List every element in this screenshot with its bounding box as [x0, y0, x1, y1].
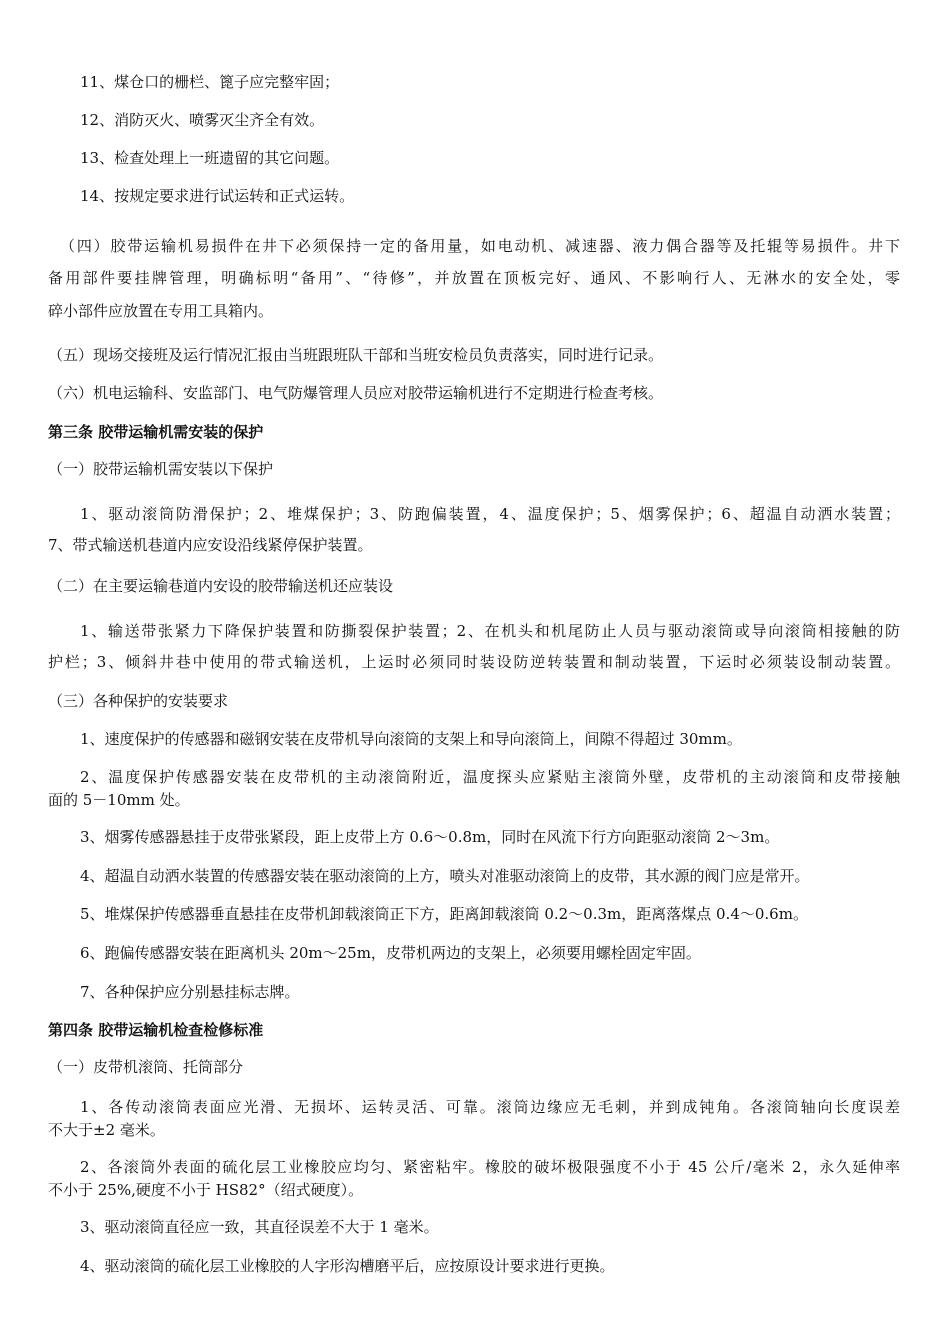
standard-1-line1: 1、各传动滚筒表面应光滑、无损坏、运转灵活、可靠。滚筒边缘应无毛刺，并到成钝角。各滚筒轴向长度误差 — [80, 1098, 900, 1116]
section-two-title: （二）在主要运输巷道内安设的胶带输送机还应装设 — [48, 577, 394, 595]
para-six: （六）机电运输科、安监部门、电气防爆管理人员应对胶带运输机进行不定期进行检查考核。 — [48, 384, 664, 402]
requirement-7: 7、各种保护应分别悬挂标志牌。 — [80, 983, 300, 1001]
requirement-5: 5、堆煤保护传感器垂直悬挂在皮带机卸载滚筒正下方，距离卸载滚筒 0.2～0.3m，距离落煤点 0.4～0.6m。 — [80, 905, 808, 923]
requirement-2-line2: 面的 5－10mm 处。 — [48, 791, 190, 809]
requirement-1: 1、速度保护的传感器和磁钢安装在皮带机导向滚筒的支架上和导向滚筒上，间隙不得超过 30mm。 — [80, 730, 742, 748]
item-14: 14、按规定要求进行试运转和正式运转。 — [80, 187, 355, 205]
main-roadway-line1: 1、输送带张紧力下降保护装置和防撕裂保护装置；2、在机头和机尾防止人员与驱动滚筒或导向滚筒相接触的防 — [80, 622, 900, 640]
article-four-heading: 第四条 胶带运输机检查检修标准 — [48, 1021, 264, 1039]
requirement-6: 6、跑偏传感器安装在距离机头 20m～25m，皮带机两边的支架上，必须要用螺栓固定牢固。 — [80, 944, 701, 962]
standard-2-line2: 不小于 25%,硬度不小于 HS82°（绍式硬度）。 — [48, 1181, 364, 1199]
standard-2-line1: 2、各滚筒外表面的硫化层工业橡胶应均匀、紧密粘牢。橡胶的破坏极限强度不小于 45 公斤/毫米 2，永久延伸率 — [80, 1158, 900, 1176]
main-roadway-line2: 护栏；3、倾斜井巷中使用的带式输送机，上运时必须同时装设防逆转装置和制动装置，下运时必须装设制动装置。 — [48, 653, 900, 671]
requirement-3: 3、烟雾传感器悬挂于皮带张紧段，距上皮带上方 0.6～0.8m，同时在风流下行方向距驱动滚筒 2～3m。 — [80, 828, 780, 846]
requirement-4: 4、超温自动洒水装置的传感器安装在驱动滚筒的上方，喷头对准驱动滚筒上的皮带，其水源的阀门应是常开。 — [80, 867, 810, 885]
protection-list-line1: 1、驱动滚筒防滑保护；2、堆煤保护；3、防跑偏装置，4、温度保护；5、烟雾保护；6、超温自动洒水装置； — [80, 505, 900, 523]
item-11: 11、煤仓口的栅栏、篦子应完整牢固； — [80, 73, 340, 91]
para-four-line2: 备用部件要挂牌管理，明确标明“备用”、“待修”，并放置在顶板完好、通风、不影响行人、无淋水的安全处，零 — [48, 269, 900, 287]
article-three-heading: 第三条 胶带运输机需安装的保护 — [48, 423, 264, 441]
para-four-line3: 碎小部件应放置在专用工具箱内。 — [48, 302, 274, 320]
section-three-title: （三）各种保护的安装要求 — [48, 692, 229, 710]
item-13: 13、检查处理上一班遗留的其它问题。 — [80, 149, 340, 167]
standard-4: 4、驱动滚筒的硫化层工业橡胶的人字形沟槽磨平后，应按原设计要求进行更换。 — [80, 1257, 615, 1275]
protection-list-line2: 7、带式输送机巷道内应安设沿线紧停保护装置。 — [48, 536, 373, 554]
item-12: 12、消防灭火、喷雾灭尘齐全有效。 — [80, 111, 325, 129]
standard-1-line2: 不大于±2 毫米。 — [48, 1121, 165, 1139]
para-four-line1: （四）胶带运输机易损件在井下必须保持一定的备用量，如电动机、减速器、液力偶合器等及托辊等易损件。井下 — [60, 237, 900, 255]
section-one-title: （一）胶带运输机需安装以下保护 — [48, 460, 274, 478]
standard-3: 3、驱动滚筒直径应一致，其直径误差不大于 1 毫米。 — [80, 1218, 439, 1236]
requirement-2-line1: 2、温度保护传感器安装在皮带机的主动滚筒附近，温度探头应紧贴主滚筒外壁，皮带机的主动滚筒和皮带接触 — [80, 768, 900, 786]
section-roller-title: （一）皮带机滚筒、托筒部分 — [48, 1058, 244, 1076]
para-five: （五）现场交接班及运行情况汇报由当班跟班队干部和当班安检员负责落实，同时进行记录。 — [48, 346, 664, 364]
